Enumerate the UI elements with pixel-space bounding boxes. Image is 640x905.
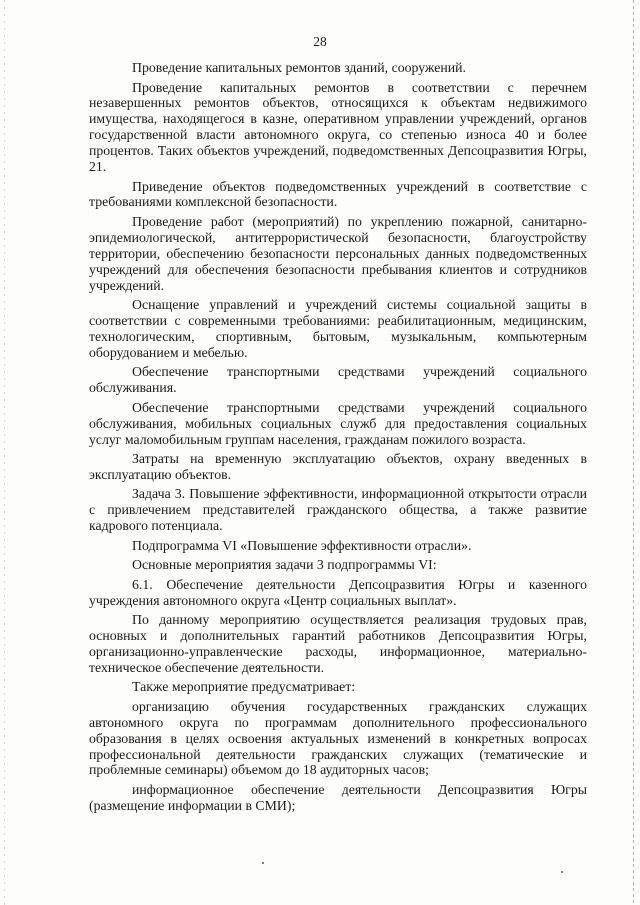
paragraph: По данному мероприятию осуществляется реализация трудовых прав, основных и дополнительных гарантий работников Депсоцразвития Югры, организационно-управленческие расходы, информационное, материально-техническое обеспечение деятельности. — [89, 612, 587, 675]
paragraph: Проведение капитальных ремонтов зданий, сооружений. — [132, 60, 467, 75]
paragraph: Задача 3. Повышение эффективности, информационной открытости отрасли с привлечением представителей гражданского общества, а также развитие кадрового потенциала. — [89, 486, 587, 534]
scan-edge-left — [4, 0, 5, 905]
paragraph: Затраты на временную эксплуатацию объектов, охрану введенных в эксплуатацию объектов. — [89, 451, 587, 482]
paragraph: Подпрограмма VI «Повышение эффективности отрасли». — [132, 537, 472, 553]
paragraph: Обеспечение транспортными средствами учреждений социального обслуживания. — [89, 364, 587, 396]
document-body — [89, 60, 587, 817]
paragraph: 6.1. Обеспечение деятельности Депсоцразвития Югры и казенного учреждения автономного округа «Центр социальных выплат». — [89, 576, 587, 608]
paragraph: Оснащение управлений и учреждений системы социальной защиты в соответствии с современными требованиями: реабилитационным, медицинским, технологическим, спортивным, бытовым, музыкальным, компьютерным оборудованием и мебелью. — [89, 297, 587, 360]
paragraph: Обеспечение транспортными средствами учреждений социального обслуживания, мобильных социальных служб для предоставления социальных услуг маломобильным группам населения, гражданам пожилого возраста. — [89, 399, 587, 447]
paragraph: Приведение объектов подведомственных учреждений в соответствие с требованиями комплексной безопасности. — [89, 178, 587, 210]
scan-speck — [561, 871, 563, 873]
paragraph: организацию обучения государственных гражданских служащих автономного округа по программам дополнительного профессионального образования в целях освоения актуальных изменений в конкретных вопросах профессиональной деятельности гражданских служащих (тематические и проблемные семинары) объемом до 18 аудиторных часов; — [89, 698, 587, 778]
page-number: 28 — [313, 34, 327, 49]
paragraph: информационное обеспечение деятельности Депсоцразвития Югры (размещение информации в СМИ); — [89, 781, 587, 813]
scan-edge-right — [633, 0, 634, 905]
paragraph: Проведение работ (мероприятий) по укреплению пожарной, санитарно-эпидемиологической, антитеррористической безопасности, благоустройству территории, обеспечению безопасности персональных данных подведомственных учреждений для обеспечения безопасности пребывания клиентов и сотрудников учреждений. — [89, 213, 587, 293]
paragraph: Также мероприятие предусматривает: — [132, 679, 356, 695]
scan-speck — [262, 862, 264, 864]
paragraph: Проведение капитальных ремонтов в соответствии с перечнем незавершенных ремонтов объектов, относящихся к объектам недвижимого имущества, находящегося в казне, оперативном управлении учреждений, органов государственной власти автономного округа, со степенью износа 40 и более процентов. Таких объектов учреждений, подведомственных Депсоцразвития Югры, 21. — [89, 79, 587, 175]
paragraph: Основные мероприятия задачи 3 подпрограммы VI: — [132, 557, 437, 573]
